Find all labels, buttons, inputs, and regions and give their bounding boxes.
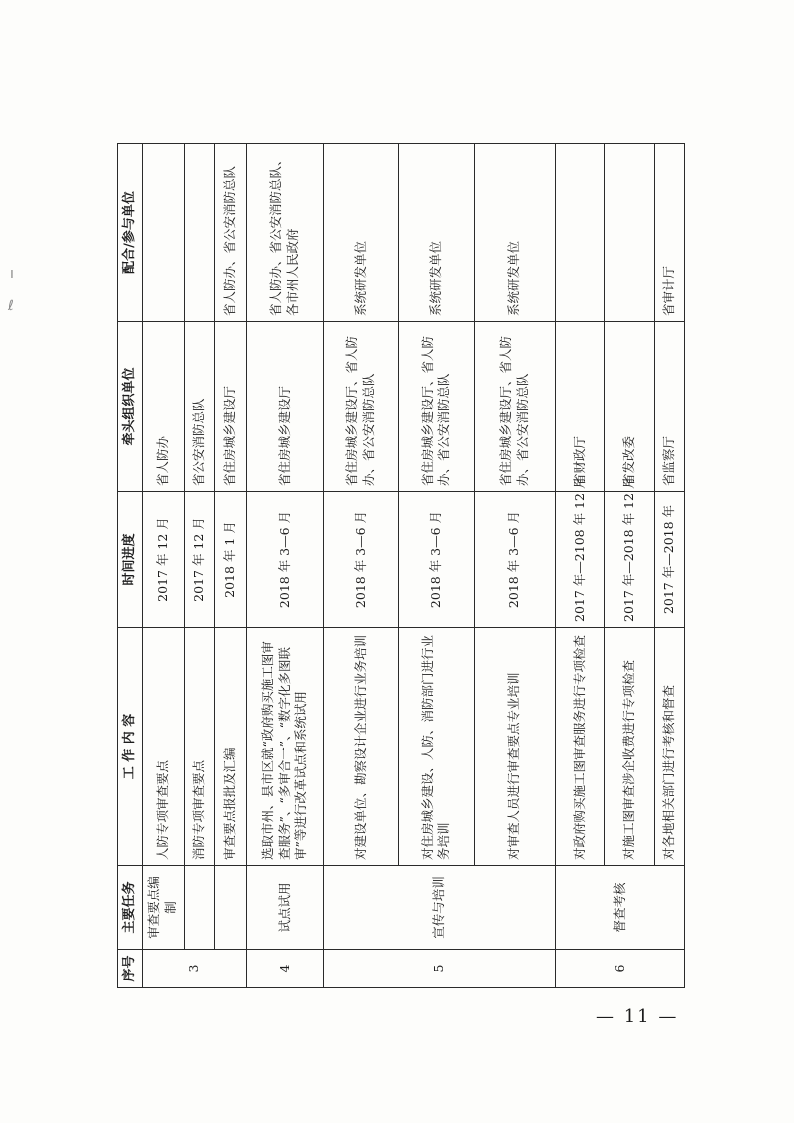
lead-cell: 省监察厅 [654,322,684,492]
content-cell: 选取市州、县市区就“政府购买施工图审查服务”、“多审合一”、“数字化多图联审”等进行改革试点和系统试用 [246,628,323,866]
task-cell: 督查考核 [556,866,685,950]
header-time: 时间进度 [118,492,143,628]
time-cell: 2017 年—2108 年 12 月 [556,492,605,628]
work-schedule-table [117,143,685,988]
time-cell: 2018 年 3—6 月 [474,492,556,628]
content-cell: 对政府购买施工图审查服务进行专项检查 [556,628,605,866]
table-header-row [118,144,143,988]
coop-cell: 省审计厅 [654,144,684,322]
content-cell: 消防专项审查要点 [184,628,214,866]
coop-cell [184,144,214,322]
coop-cell: 系统研发单位 [399,144,474,322]
lead-cell: 省住房城乡建设厅 [214,322,246,492]
content-cell: 人防专项审查要点 [143,628,185,866]
table-row [474,144,556,988]
row-number: 6 [556,950,685,988]
content-cell: 对施工图审查涉企收费进行专项检查 [605,628,654,866]
content-cell: 对审查人员进行审查要点专业培训 [474,628,556,866]
header-coop: 配合/参与单位 [118,144,143,322]
scan-mark: ı [10,266,14,282]
task-cell [214,866,246,950]
table-row [399,144,474,988]
table-row [214,144,246,988]
coop-cell [556,144,605,322]
coop-cell: 系统研发单位 [474,144,556,322]
table-row [246,144,323,988]
time-cell: 2018 年 3—6 月 [246,492,323,628]
lead-cell: 省发改委 [605,322,654,492]
table-row [324,144,399,988]
coop-cell: 省人防办、省公安消防总队、各市州人民政府 [246,144,323,322]
lead-cell: 省住房城乡建设厅、省人防办、省公安消防总队 [324,322,399,492]
table-row [556,144,605,988]
lead-cell: 省人防办 [143,322,185,492]
task-cell: 试点试用 [246,866,323,950]
content-cell: 对住房城乡建设、人防、消防部门进行业务培训 [399,628,474,866]
content-cell: 对建设单位、勘察设计企业进行业务培训 [324,628,399,866]
lead-cell: 省住房城乡建设厅、省人防办、省公安消防总队 [474,322,556,492]
time-cell: 2017 年 12 月 [184,492,214,628]
table-row [143,144,185,988]
coop-cell: 省人防办、省公安消防总队 [214,144,246,322]
row-number: 3 [143,950,247,988]
row-number: 4 [246,950,323,988]
lead-cell: 省财政厅 [556,322,605,492]
task-cell: 宣传与培训 [324,866,556,950]
rotated-table-container [117,144,685,988]
coop-cell: 系统研发单位 [324,144,399,322]
header-task: 主要任务 [118,866,143,950]
time-cell: 2017 年—2018 年 [654,492,684,628]
header-content: 工 作 内 容 [118,628,143,866]
time-cell: 2018 年 1 月 [214,492,246,628]
task-cell: 审查要点编制 [143,866,185,950]
page-number: — 11 — [596,1006,679,1027]
table-row [605,144,654,988]
coop-cell [605,144,654,322]
task-cell [184,866,214,950]
content-cell: 对各地相关部门进行考核和督查 [654,628,684,866]
coop-cell [143,144,185,322]
time-cell: 2018 年 3—6 月 [399,492,474,628]
lead-cell: 省公安消防总队 [184,322,214,492]
content-cell: 审查要点报批及汇编 [214,628,246,866]
row-number: 5 [324,950,556,988]
time-cell: 2018 年 3—6 月 [324,492,399,628]
header-no: 序号 [118,950,143,988]
lead-cell: 省住房城乡建设厅 [246,322,323,492]
lead-cell: 省住房城乡建设厅、省人防办、省公安消防总队 [399,322,474,492]
table-row [184,144,214,988]
header-lead: 牵头组织单位 [118,322,143,492]
table-row [654,144,684,988]
time-cell: 2017 年—2018 年 12 月 [605,492,654,628]
time-cell: 2017 年 12 月 [143,492,185,628]
scan-mark: ℓ [8,298,14,314]
